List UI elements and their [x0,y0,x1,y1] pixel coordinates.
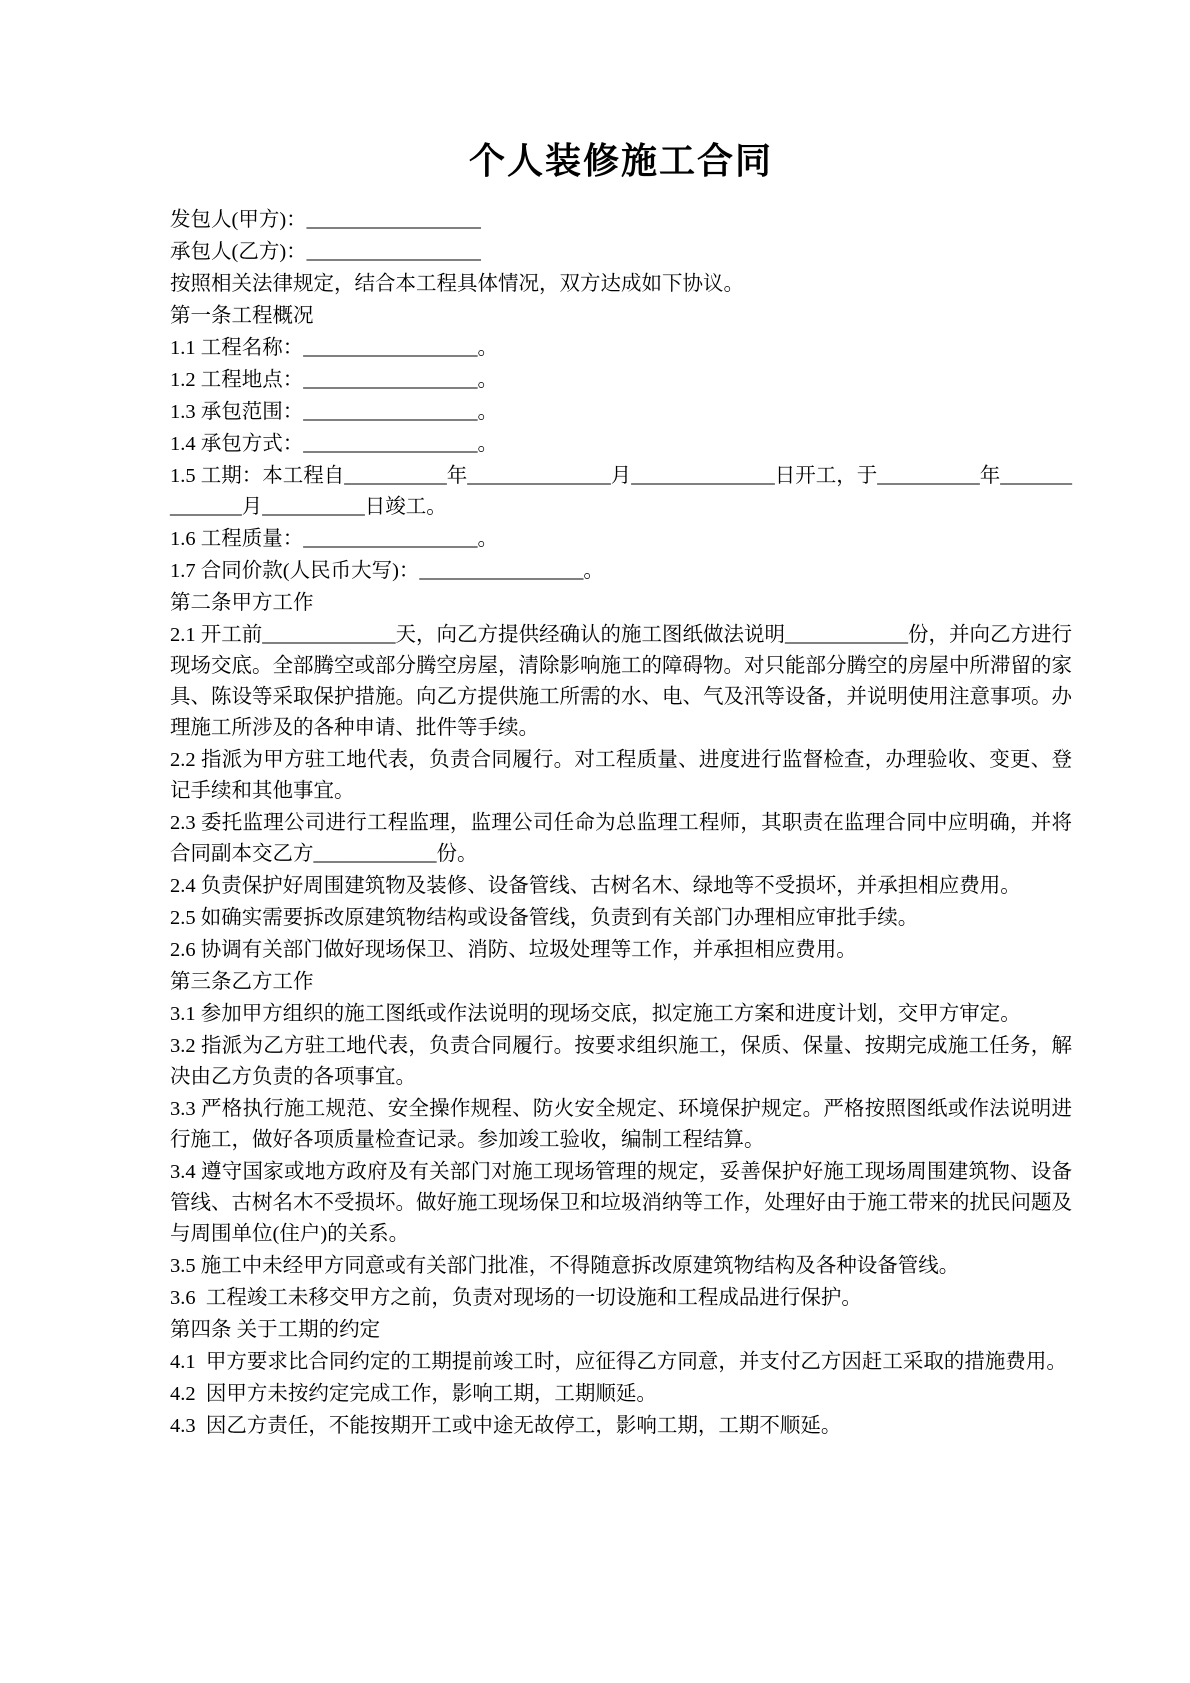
contract-line: 4.1 甲方要求比合同约定的工期提前竣工时，应征得乙方同意，并支付乙方因赶工采取的措施费用。 [170,1351,1067,1374]
contract-line: 1.7 合同价款(人民币大写)：________________。 [170,560,604,583]
contract-line: 3.6 工程竣工未移交甲方之前，负责对现场的一切设施和工程成品进行保护。 [170,1287,862,1310]
section-heading: 第一条工程概况 [170,305,314,328]
contract-line: 4.3 因乙方责任，不能按期开工或中途无故停工，影响工期，工期不顺延。 [170,1415,842,1438]
contract-line: 3.2 指派为乙方驻工地代表，负责合同履行。按要求组织施工，保质、保量、按期完成施工任务，解决由乙方负责的各项事宜。 [170,1035,1072,1089]
contract-line: 4.2 因甲方未按约定完成工作，影响工期，工期顺延。 [170,1383,657,1406]
section-heading: 第四条 关于工期的约定 [170,1319,381,1342]
contract-line: 3.1 参加甲方组织的施工图纸或作法说明的现场交底，拟定施工方案和进度计划，交甲方审定。 [170,1003,1021,1026]
contract-body [170,205,1072,1442]
contract-line: 2.2 指派为甲方驻工地代表，负责合同履行。对工程质量、进度进行监督检查，办理验收、变更、登记手续和其他事宜。 [170,749,1072,803]
contract-line: 1.2 工程地点：_________________。 [170,369,498,392]
contract-line: 3.5 施工中未经甲方同意或有关部门批准，不得随意拆改原建筑物结构及各种设备管线。 [170,1255,960,1278]
contract-line: 2.3 委托监理公司进行工程监理，监理公司任命为总监理工程师，其职责在监理合同中应明确，并将合同副本交乙方____________份。 [170,812,1072,866]
contract-line: 承包人(乙方)：_________________ [170,241,481,264]
contract-line: 1.5 工期：本工程自__________年______________月______________日开工，于__________年______________月__________日竣工。 [170,465,1072,519]
contract-line: 发包人(甲方)：_________________ [170,209,481,232]
contract-line: 1.6 工程质量：_________________。 [170,528,498,551]
contract-line: 2.4 负责保护好周围建筑物及装修、设备管线、古树名木、绿地等不受损坏，并承担相应费用。 [170,875,1021,898]
contract-line: 按照相关法律规定，结合本工程具体情况，双方达成如下协议。 [170,273,744,296]
page-title: 个人装修施工合同 [468,141,773,182]
section-heading: 第三条乙方工作 [170,971,314,994]
contract-line: 2.6 协调有关部门做好现场保卫、消防、垃圾处理等工作，并承担相应费用。 [170,939,857,962]
contract-line: 2.1 开工前_____________天，向乙方提供经确认的施工图纸做法说明____________份，并向乙方进行现场交底。全部腾空或部分腾空房屋，清除影响施工的障碍物。对只能部分腾空的房屋中所滞留的家具、陈设等采取保护措施。向乙方提供施工所需的水、电、气及汛等设备，并说明使用注意事项。办理施工所涉及的各种申请、批件等手续。 [170,624,1072,740]
contract-line: 1.3 承包范围：_________________。 [170,401,498,424]
contract-line: 2.5 如确实需要拆改原建筑物结构或设备管线，负责到有关部门办理相应审批手续。 [170,907,919,930]
contract-line: 1.1 工程名称：_________________。 [170,337,498,360]
contract-line: 3.3 严格执行施工规范、安全操作规程、防火安全规定、环境保护规定。严格按照图纸或作法说明进行施工，做好各项质量检查记录。参加竣工验收，编制工程结算。 [170,1098,1072,1152]
contract-line: 3.4 遵守国家或地方政府及有关部门对施工现场管理的规定，妥善保护好施工现场周围建筑物、设备管线、古树名木不受损坏。做好施工现场保卫和垃圾消纳等工作，处理好由于施工带来的扰民问题及与周围单位(住户)的关系。 [170,1161,1072,1246]
section-heading: 第二条甲方工作 [170,592,314,615]
contract-line: 1.4 承包方式：_________________。 [170,433,498,456]
